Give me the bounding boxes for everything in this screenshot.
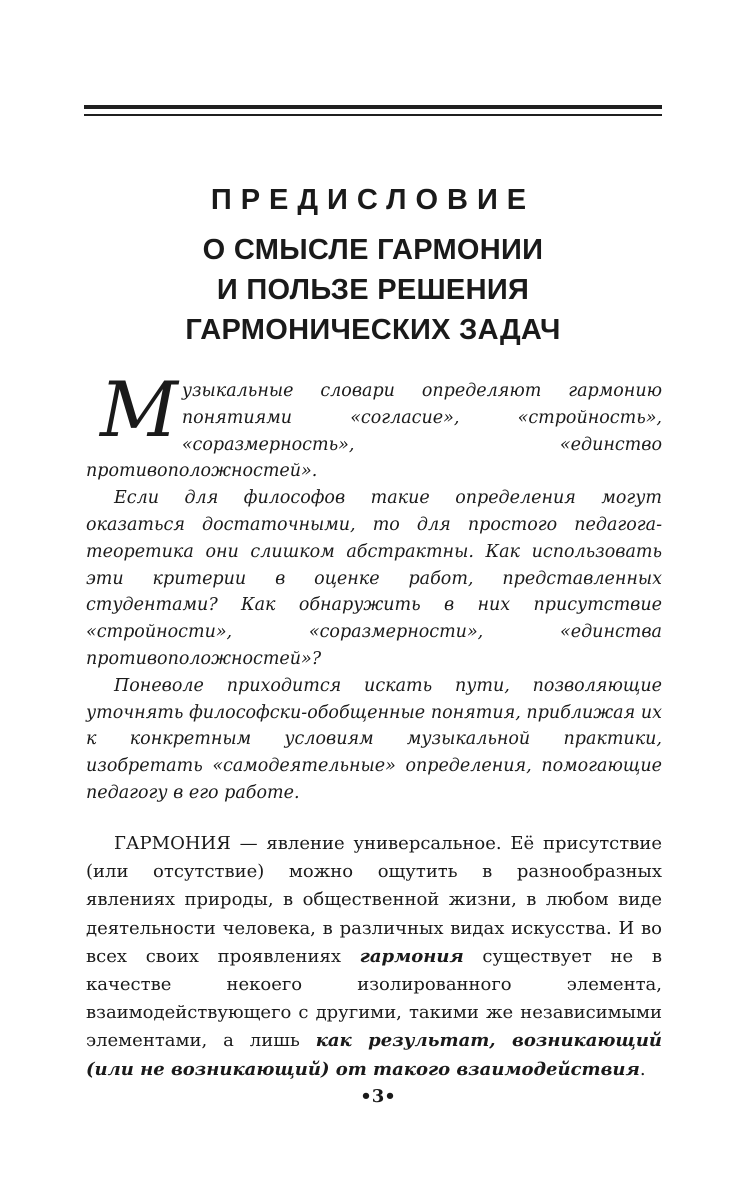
subtitle-line-3: ГАРМОНИЧЕСКИХ ЗАДАЧ — [185, 314, 561, 346]
drop-cap: М — [100, 365, 178, 454]
main-text-part-3: . — [639, 1058, 646, 1080]
intro-paragraph-1-text: узыкальные словари определяют гармонию понятиями «согласие», «стройность», «соразмерность», «единство противоположностей». — [86, 381, 662, 482]
emphasis-harmony: гармония — [359, 945, 464, 967]
main-text-part-2: существует не в качестве некоего изолированного элемента, взаимодействующего с другими, такими же независимыми элементами, а лишь — [86, 945, 662, 1052]
page-number: •3• — [360, 1086, 396, 1107]
main-paragraph — [86, 830, 662, 1084]
chapter-heading — [84, 178, 662, 350]
intro-paragraph-2: Если для философов такие определения могут оказаться достаточными, то для простого педагога-теоретика они слишком абстрактны. Как использовать эти критерии в оценке работ, представленных студентами? Как обнаружить в них присутствие «стройности», «соразмерности», «единства противоположностей»? — [86, 488, 662, 669]
epigraph-intro — [86, 365, 662, 807]
chapter-subtitle — [84, 230, 662, 350]
header-rule-thick — [84, 105, 662, 109]
header-rule-thin — [84, 114, 662, 116]
intro-paragraph-1 — [86, 365, 662, 485]
main-text — [86, 830, 662, 1084]
subtitle-line-2: И ПОЛЬЗЕ РЕШЕНИЯ — [216, 274, 530, 306]
emphasis-result: как результат, возникающий (или не возникающий) от такого взаимодействия — [86, 1030, 662, 1080]
main-text-part-1: ГАРМОНИЯ — явление универсальное. Её присутствие (или отсутствие) можно ощутить в разнообразных явлениях природы, в общественной жизни, в любом виде деятельности человека, в различных видах искусства. И во всех своих проявлениях — [86, 833, 662, 967]
section-title: ПРЕДИСЛОВИЕ — [210, 184, 536, 216]
subtitle-line-1: О СМЫСЛЕ ГАРМОНИИ — [202, 234, 544, 266]
intro-paragraph-3: Поневоле приходится искать пути, позволяющие уточнять философски-обобщенные понятия, приближая их к конкретным условиям музыкальной практики, изобретать «самодеятельные» определения, помогающие педагогу в его работе. — [86, 675, 662, 803]
